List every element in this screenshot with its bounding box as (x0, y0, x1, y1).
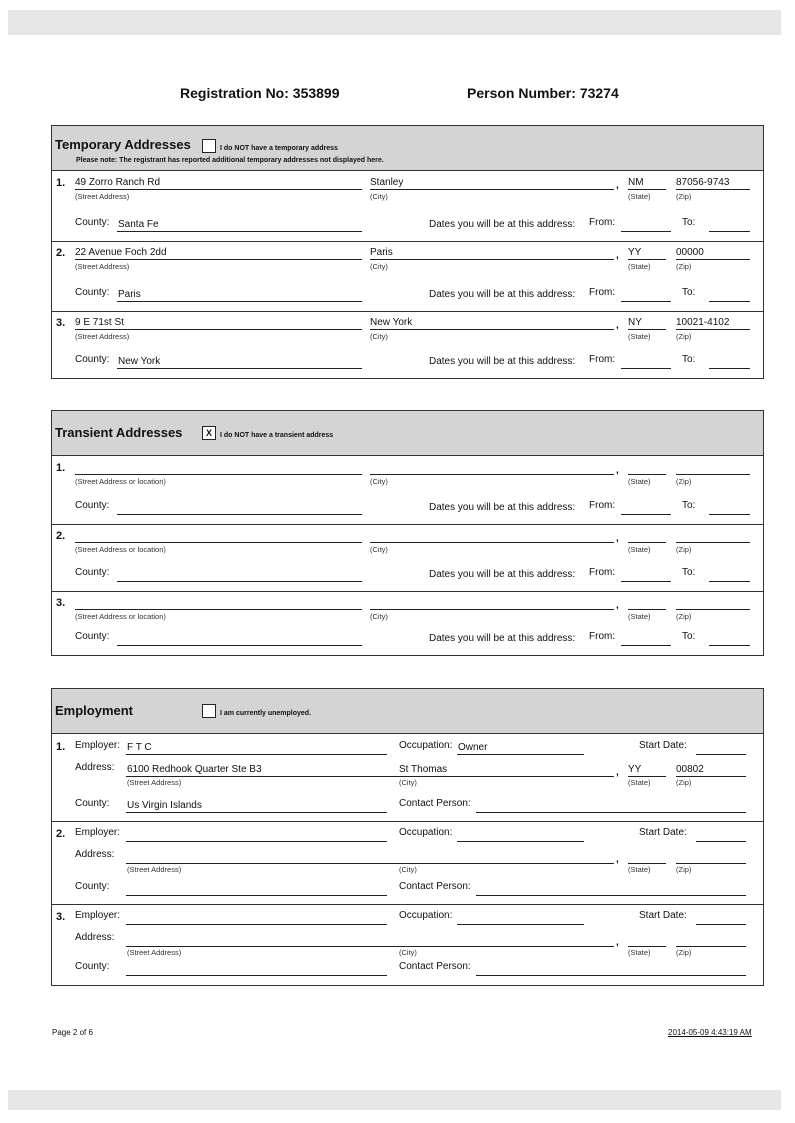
comma: , (616, 533, 619, 544)
county-line (117, 231, 362, 232)
registration-number (180, 85, 340, 101)
zip-value[interactable]: 87056-9743 (676, 177, 730, 188)
state-line (628, 259, 666, 260)
dates-label: Dates you will be at this address: (429, 569, 576, 580)
start-date-line (696, 924, 746, 925)
to-label: To: (682, 500, 696, 511)
city-label: (City) (370, 192, 388, 201)
comma: , (616, 937, 619, 948)
city-label: (City) (370, 332, 388, 341)
state-value[interactable]: NM (628, 177, 644, 188)
person-number (467, 85, 619, 101)
from-label: From: (589, 217, 616, 228)
city-label: (City) (370, 477, 388, 486)
state-label: (State) (628, 545, 651, 554)
to-label: To: (682, 631, 696, 642)
zip-value[interactable]: 00802 (676, 764, 704, 775)
county-label: County: (75, 500, 110, 511)
to-line (709, 581, 750, 582)
street-value[interactable]: 22 Avenue Foch 2dd (75, 247, 167, 258)
transient-addresses-section (51, 410, 764, 656)
street-line (75, 259, 362, 260)
dates-label: Dates you will be at this address: (429, 356, 576, 367)
employer-value[interactable]: F T C (127, 742, 152, 753)
county-label: County: (75, 354, 110, 365)
from-line (621, 231, 671, 232)
occupation-line (457, 924, 584, 925)
street-line (75, 329, 362, 330)
from-line (621, 368, 671, 369)
registration-label: Registration No: (180, 85, 289, 101)
zip-line (676, 609, 750, 610)
employer-line (126, 841, 387, 842)
zip-line (676, 863, 746, 864)
occupation-line (457, 841, 584, 842)
zip-line (676, 542, 750, 543)
comma: , (616, 600, 619, 611)
employer-label: Employer: (75, 740, 121, 751)
state-line (628, 189, 666, 190)
zip-label: (Zip) (676, 778, 692, 787)
section-title: Employment (55, 703, 134, 718)
street-label: (Street Address) (127, 948, 182, 957)
state-line (628, 609, 666, 610)
checkbox-option[interactable] (202, 702, 311, 720)
occupation-label: Occupation: (399, 910, 453, 921)
occupation-label: Occupation: (399, 827, 453, 838)
street-label: (Street Address) (75, 192, 130, 201)
city-line (370, 542, 614, 543)
state-value[interactable]: YY (628, 247, 642, 258)
checkbox[interactable] (202, 704, 216, 718)
row-number: 2. (56, 247, 66, 259)
street-label: (Street Address) (75, 262, 130, 271)
county-value[interactable]: Us Virgin Islands (127, 800, 202, 811)
street-value[interactable]: 6100 Redhook Quarter Ste B3 (127, 764, 262, 775)
employment-row (52, 821, 763, 905)
city-value[interactable]: St Thomas (399, 764, 448, 775)
comma: , (616, 854, 619, 865)
checkbox-option[interactable] (202, 424, 333, 442)
dates-label: Dates you will be at this address: (429, 633, 576, 644)
zip-label: (Zip) (676, 948, 692, 957)
street-label: (Street Address) (127, 865, 182, 874)
city-line (370, 329, 614, 330)
street-line (126, 946, 399, 947)
county-line (117, 301, 362, 302)
to-line (709, 231, 750, 232)
zip-line (676, 189, 750, 190)
checkbox[interactable] (202, 139, 216, 153)
city-value[interactable]: Stanley (370, 177, 404, 188)
top-scan-bar (8, 10, 781, 35)
zip-line (676, 776, 746, 777)
row-number: 2. (56, 530, 66, 542)
address-row (52, 171, 763, 242)
city-label: (City) (370, 612, 388, 621)
zip-label: (Zip) (676, 332, 692, 341)
person-label: Person Number: (467, 85, 576, 101)
zip-label: (Zip) (676, 477, 692, 486)
street-line (126, 776, 399, 777)
section-header (52, 126, 763, 171)
county-line (126, 895, 387, 896)
employment-row (52, 904, 763, 984)
checkbox-label: I am currently unemployed. (220, 710, 312, 717)
dates-label: Dates you will be at this address: (429, 219, 576, 230)
from-line (621, 514, 671, 515)
street-line (75, 542, 362, 543)
zip-value[interactable]: 00000 (676, 247, 704, 258)
zip-label: (Zip) (676, 612, 692, 621)
page-number: Page 2 of 6 (52, 1028, 93, 1037)
to-line (709, 645, 750, 646)
contact-label: Contact Person: (399, 881, 471, 892)
employment-row (52, 734, 763, 822)
row-number: 2. (56, 828, 66, 840)
row-number: 3. (56, 911, 66, 923)
start-date-line (696, 754, 746, 755)
street-line (75, 474, 362, 475)
dates-label: Dates you will be at this address: (429, 289, 576, 300)
registration-value: 353899 (292, 85, 340, 101)
city-line (399, 946, 614, 947)
from-label: From: (589, 287, 616, 298)
county-label: County: (75, 217, 110, 228)
section-title: Temporary Addresses (55, 137, 191, 152)
street-label: (Street Address or location) (75, 545, 166, 554)
county-line (117, 368, 362, 369)
state-label: (State) (628, 477, 651, 486)
employer-line (126, 924, 387, 925)
row-number: 1. (56, 462, 66, 474)
address-row (52, 456, 763, 525)
county-label: County: (75, 881, 110, 892)
comma: , (616, 180, 619, 191)
timestamp: 2014-05-09 4:43:19 AM (668, 1028, 752, 1037)
to-line (709, 301, 750, 302)
state-line (628, 542, 666, 543)
zip-line (676, 259, 750, 260)
section-title: Transient Addresses (55, 425, 183, 440)
row-number: 1. (56, 177, 66, 189)
person-value: 73274 (579, 85, 619, 101)
state-label: (State) (628, 262, 651, 271)
county-label: County: (75, 567, 110, 578)
state-line (628, 329, 666, 330)
state-label: (State) (628, 865, 651, 874)
contact-line (476, 812, 746, 813)
county-line (117, 581, 362, 582)
county-label: County: (75, 961, 110, 972)
city-line (399, 776, 614, 777)
employer-line (126, 754, 387, 755)
comma: , (616, 320, 619, 331)
occupation-label: Occupation: (399, 740, 453, 751)
state-line (628, 776, 666, 777)
county-value[interactable]: Paris (118, 289, 141, 300)
zip-line (676, 946, 746, 947)
bottom-scan-bar (8, 1090, 781, 1110)
street-line (126, 863, 399, 864)
state-label: (State) (628, 948, 651, 957)
section-header (52, 411, 763, 456)
county-label: County: (75, 631, 110, 642)
comma: , (616, 250, 619, 261)
city-line (370, 259, 614, 260)
checkbox-option[interactable] (202, 137, 338, 155)
employer-label: Employer: (75, 827, 121, 838)
to-label: To: (682, 354, 696, 365)
city-label: (City) (399, 948, 417, 957)
from-label: From: (589, 500, 616, 511)
address-row (52, 311, 763, 378)
from-label: From: (589, 567, 616, 578)
temporary-addresses-section (51, 125, 764, 379)
county-label: County: (75, 798, 110, 809)
address-row (52, 591, 763, 655)
city-line (370, 189, 614, 190)
employment-section (51, 688, 764, 986)
street-value[interactable]: 49 Zorro Ranch Rd (75, 177, 161, 188)
section-note: Please note: The registrant has reported additional temporary addresses not displayed here. (76, 157, 384, 164)
zip-label: (Zip) (676, 545, 692, 554)
contact-line (476, 895, 746, 896)
state-line (628, 863, 666, 864)
start-date-label: Start Date: (639, 910, 687, 921)
comma: , (616, 465, 619, 476)
start-date-label: Start Date: (639, 740, 687, 751)
state-label: (State) (628, 778, 651, 787)
county-label: County: (75, 287, 110, 298)
street-label: (Street Address) (127, 778, 182, 787)
state-value[interactable]: NY (628, 317, 642, 328)
county-value[interactable]: New York (118, 356, 161, 367)
to-line (709, 514, 750, 515)
to-line (709, 368, 750, 369)
occupation-value[interactable]: Owner (458, 742, 488, 753)
street-line (75, 189, 362, 190)
address-row (52, 241, 763, 312)
county-value[interactable]: Santa Fe (118, 219, 159, 230)
contact-line (476, 975, 746, 976)
checkbox-label: I do NOT have a transient address (220, 432, 334, 439)
row-number: 3. (56, 317, 66, 329)
to-label: To: (682, 217, 696, 228)
address-label: Address: (75, 932, 115, 943)
comma: , (616, 767, 619, 778)
city-line (370, 474, 614, 475)
checkbox-label: I do NOT have a temporary address (220, 145, 338, 152)
city-label: (City) (399, 865, 417, 874)
to-label: To: (682, 287, 696, 298)
county-line (126, 975, 387, 976)
dates-label: Dates you will be at this address: (429, 502, 576, 513)
street-label: (Street Address or location) (75, 477, 166, 486)
zip-value[interactable]: 10021-4102 (676, 317, 730, 328)
city-value[interactable]: New York (370, 317, 413, 328)
state-line (628, 474, 666, 475)
from-line (621, 301, 671, 302)
state-line (628, 946, 666, 947)
start-date-line (696, 841, 746, 842)
address-label: Address: (75, 849, 115, 860)
zip-label: (Zip) (676, 262, 692, 271)
contact-label: Contact Person: (399, 798, 471, 809)
row-number: 1. (56, 741, 66, 753)
start-date-label: Start Date: (639, 827, 687, 838)
state-label: (State) (628, 332, 651, 341)
checkbox[interactable]: X (202, 426, 216, 440)
county-line (126, 812, 387, 813)
street-label: (Street Address) (75, 332, 130, 341)
state-label: (State) (628, 612, 651, 621)
county-line (117, 645, 362, 646)
employer-label: Employer: (75, 910, 121, 921)
zip-label: (Zip) (676, 192, 692, 201)
city-label: (City) (370, 262, 388, 271)
zip-line (676, 474, 750, 475)
city-label: (City) (370, 545, 388, 554)
city-value[interactable]: Paris (370, 247, 393, 258)
to-label: To: (682, 567, 696, 578)
from-label: From: (589, 631, 616, 642)
contact-label: Contact Person: (399, 961, 471, 972)
city-label: (City) (399, 778, 417, 787)
state-label: (State) (628, 192, 651, 201)
county-line (117, 514, 362, 515)
city-line (370, 609, 614, 610)
from-label: From: (589, 354, 616, 365)
zip-label: (Zip) (676, 865, 692, 874)
from-line (621, 645, 671, 646)
street-label: (Street Address or location) (75, 612, 166, 621)
section-header (52, 689, 763, 734)
zip-line (676, 329, 750, 330)
address-label: Address: (75, 762, 115, 773)
from-line (621, 581, 671, 582)
address-row (52, 524, 763, 592)
occupation-line (457, 754, 584, 755)
street-value[interactable]: 9 E 71st St (75, 317, 124, 328)
state-value[interactable]: YY (628, 764, 642, 775)
row-number: 3. (56, 597, 66, 609)
street-line (75, 609, 362, 610)
city-line (399, 863, 614, 864)
